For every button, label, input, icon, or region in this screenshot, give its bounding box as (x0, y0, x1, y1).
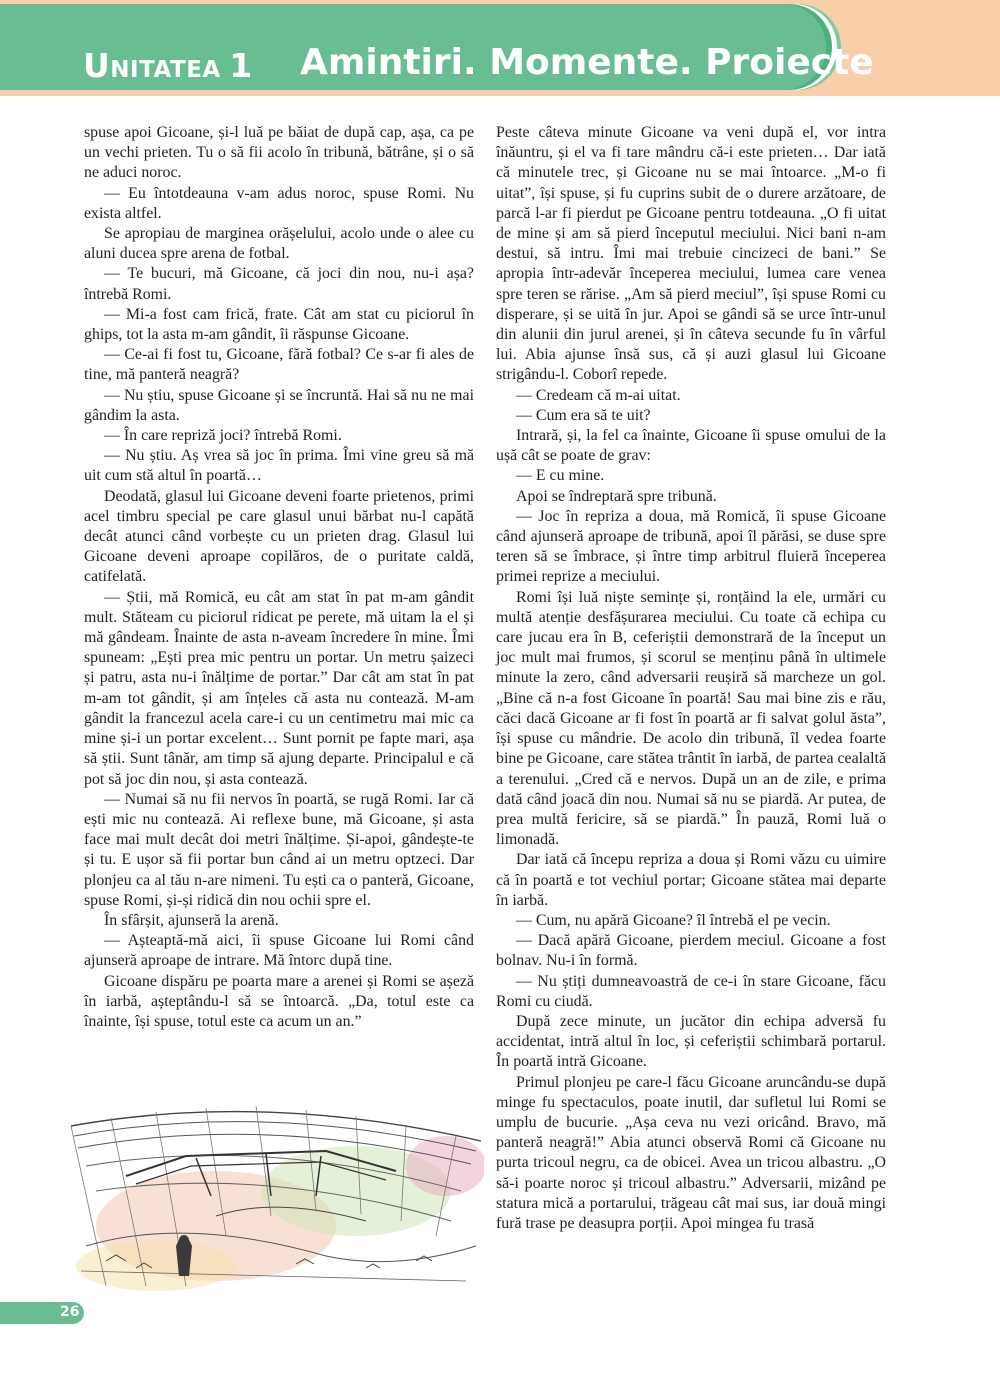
paragraph: — Știi, mă Romică, eu cât am stat în pat m-am gândit mult. Stăteam cu piciorul ridicat pe perete, mă uitam la el și mă gândeam. Înainte de asta n-aveam încredere în mine. Îmi spuneam: „Ești prea mic pentru un portar. Un metru șaizeci și patru, asta nu-i înălțime de portar.” Dar cât am stat în pat m-am tot gândit, și am înțeles că asta nu contează. M-am gândit la francezul acela care-i cu un centimetru mai mic ca mine și-i un portar excelent… Sunt pornit pe fapte mari, așa să știi. Sunt tânăr, am timp să ajung departe. Principalul e că pot să joc din nou, și asta contează. (84, 588, 474, 788)
left-text-column (84, 123, 474, 1032)
paragraph: — Joc în repriza a doua, mă Romică, îi spuse Gicoane când ajunseră aproape de tribună, apoi îl părăsi, se duse spre teren să se îmbrace, și între timp arbitrul fluieră începerea primei reprize a meciului. (496, 507, 886, 586)
paragraph: — Cum, nu apără Gicoane? îl întrebă el pe vecin. (516, 911, 831, 929)
paragraph: — Credeam că m-ai uitat. (516, 386, 681, 404)
paragraph: — Nu știu. Aș vrea să joc în prima. Îmi vine greu să mă uit cum stă altul în poartă… (84, 447, 474, 485)
paragraph: — Mi-a fost cam frică, frate. Cât am stat cu piciorul în ghips, tot la asta m-am gândit, îi răspunse Gicoane. (84, 305, 474, 344)
paragraph: Gicoane dispăru pe poarta mare a arenei și Romi se așeză în iarbă, așteptându-l să se întoarcă. „Da, totul este ca înainte, își spuse, totul este ca acum un an.” (84, 972, 474, 1030)
paragraph: — Nu știu, spuse Gicoane și se încruntă. Hai să nu ne mai gândim la asta. (84, 386, 474, 424)
paragraph: — Dacă apără Gicoane, pierdem meciul. Gicoane a fost bolnav. Nu-i în formă. (496, 932, 886, 970)
right-text-column (496, 123, 886, 1234)
paragraph: — Nu știți dumneavoastră de ce-i în stare Gicoane, făcu Romi cu ciudă. (496, 972, 886, 1010)
paragraph: — În care repriză joci? întrebă Romi. (104, 427, 342, 445)
paragraph: — E cu mine. (516, 467, 605, 485)
paragraph: Romi își luă niște semințe și, ronțăind la ele, urmări cu multă atenție desfășurarea meciului. Cu toate că echipa cu care jucau era în B, ceferiștii demonstrară de la început un joc mult mai frumos, și scorul se menținu până în ultimele minute la zero, când adversarii reușiră să marcheze un gol. „Bine că n-a fost Gicoane în poartă! Sau mai bine zis e rău, căci dacă Gicoane ar fi fost în poartă ar fi salvat golul ăsta”, își spuse cu mândrie. De acolo din tribună, îl vedea foarte bine pe Gicoane, care stătea trântit în iarbă, de partea cealaltă a terenului. „Cred că e nervos. După un an de zile, e prima dată când joacă din nou. Numai să nu se piardă. Ar putea, de prea multă fericire, să se piardă.” În pauză, Romi luă o limonadă. (496, 588, 886, 849)
paragraph: Primul plonjeu pe care-l făcu Gicoane aruncându-se după minge fu spectaculos, poate inutil, dar sufletul lui Romi se umplu de bucurie. „Așa ceva nu vezi oricând. Bravo, mă panteră neagră!” Abia atunci observă Romi că Gicoane nu purta tricoul negru, ca de obicei. Avea un tricou albastru. „O să-i poarte noroc și tricoul albastru.” Adversarii, mizând pe statura mică a portarului, trăgeau cât mai sus, iar două mingi fură trase pe deasupra porții. Apoi mingea fu trasă (496, 1073, 886, 1232)
paragraph: Intrară, și, la fel ca înainte, Gicoane îi spuse omului de la ușă cât se poate de grav: (496, 427, 886, 465)
stadium-sketch-illustration (66, 1096, 484, 1296)
paragraph: — Te bucuri, mă Gicoane, că joci din nou, nu-i așa? întrebă Romi. (84, 265, 474, 303)
unit-title: Amintiri. Momente. Proiecte (300, 42, 874, 83)
paragraph: spuse apoi Gicoane, și-l luă pe băiat de după cap, așa, ca pe un vechi prieten. Tu o să fii acolo în tribună, bătrâne, și o să ne aduci noroc. (84, 124, 474, 182)
paragraph: După zece minute, un jucător din echipa adversă fu accidentat, intră altul în loc, și ceferiștii schimbară portarul. În poartă intră Gicoane. (496, 1012, 886, 1071)
unit-number: 1 (229, 46, 253, 85)
paragraph: Peste câteva minute Gicoane va veni după el, vor intra înăuntru, și el va fi tare mândru că-i este prieten… Dar iată că minutele trec, și Gicoane nu se mai întoarce. „M-o fi uitat”, își spuse, și fu cuprins subit de o durere arzătoare, de parcă l-ar fi pierdut pe Gicoane pentru totdeauna. „O fi uitat de mine și am să pierd începutul meciului. Nici bani n-am destui, să intru. Îmi mai trebuie cincizeci de bani.” Se apropia într-adevăr începerea meciului, lumea care venea spre teren se rărise. „Am să pierd meciul”, își spuse Romi cu disperare, și se uită în jur. Apoi se gândi să se urce într-unul din alunii din jurul arenei, și în câteva secunde fu în vârful lui. Abia ajunse însă sus, că și auzi glasul lui Gicoane strigându-l. Coborî repede. (496, 124, 886, 384)
paragraph: — Cum era să te uit? (516, 406, 651, 424)
paragraph: — Numai să nu fii nervos în poartă, se rugă Romi. Iar că ești mic nu contează. Ai reflexe bune, mă Gicoane, și asta face mai mult decât doi metri înălțime. Și-apoi, gândește-te și tu. E ușor să fii portar bun când ai un metru optzeci. Dar plonjeu ca al tău n-are nimeni. Tu ești ca o panteră, Gicoane, spuse Romi, și-și ridică din nou ochii spre el. (84, 790, 474, 909)
paragraph: — Eu întotdeauna v-am adus noroc, spuse Romi. Nu exista altfel. (84, 184, 474, 222)
paragraph: Dar iată că începu repriza a doua și Romi văzu cu uimire că în poartă e tot vechiul portar; Gicoane stătea mai departe în iarbă. (496, 851, 886, 909)
paragraph: — Așteaptă-mă aici, îi spuse Gicoane lui Romi când ajunseră aproape de intrare. Mă întorc după tine. (84, 932, 474, 970)
paragraph: Se apropiau de marginea orășelului, acolo unde o alee cu aluni ducea spre arena de fotbal. (84, 225, 474, 263)
page-number: 26 (60, 1304, 80, 1320)
paragraph: — Ce-ai fi fost tu, Gicoane, fără fotbal? Ce s-ar fi ales de tine, mă panteră neagră? (84, 346, 474, 384)
paragraph: În sfârșit, ajunseră la arenă. (104, 911, 279, 929)
unit-label: UNITATEA 1 (83, 46, 253, 85)
paragraph: Deodată, glasul lui Gicoane deveni foarte prietenos, primi acel timbru special pe care glasul unui bărbat nu-l capătă decât atunci când vorbește cu un prieten drag. Glasul lui Gicoane deveni aproape copilăros, de o puritate caldă, catifelată. (84, 487, 474, 586)
paragraph: Apoi se îndreptară spre tribună. (516, 487, 717, 505)
